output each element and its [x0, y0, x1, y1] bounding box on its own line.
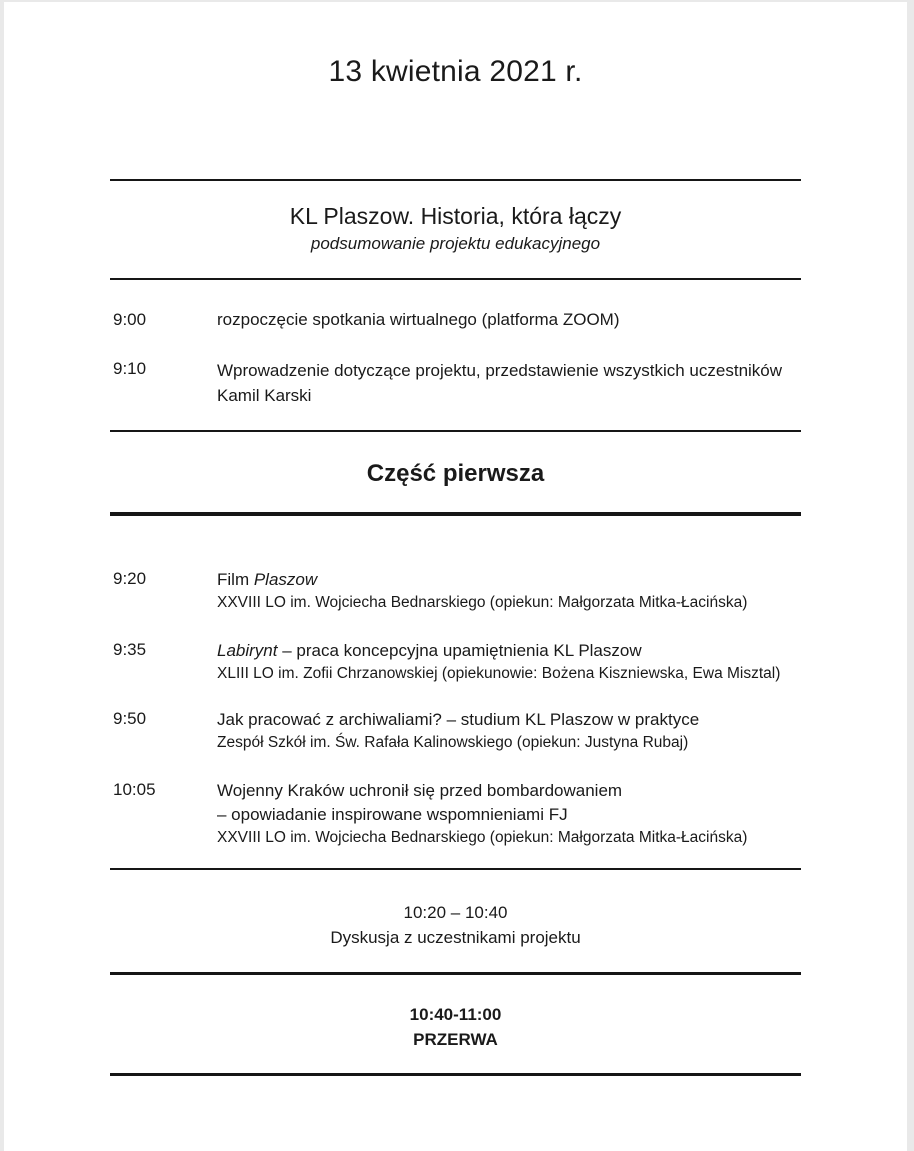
program-title: Wojenny Kraków uchronił się przed bombardowaniem [217, 781, 623, 800]
schedule-time: 9:10 [113, 359, 147, 378]
viewer-background-right [907, 0, 914, 1151]
break-block [110, 975, 801, 1073]
discussion-block [110, 870, 801, 972]
page-content [4, 2, 907, 1076]
date-title: 13 kwietnia 2021 r. [328, 55, 583, 88]
schedule-description [217, 708, 801, 754]
event-header [110, 181, 801, 278]
program-title-italic: Plaszow [253, 570, 318, 589]
event-subtitle: podsumowanie projektu edukacyjnego [310, 234, 601, 253]
schedule-line: rozpoczęcie spotkania wirtualnego (platforma ZOOM) [217, 310, 620, 329]
program-title [217, 568, 801, 592]
break-time-range: 10:40-11:00 [409, 1005, 502, 1024]
discussion-label: Dyskusja z uczestnikami projektu [330, 928, 581, 947]
program-title-line2: – opowiadanie inspirowane wspomnieniami FJ [217, 805, 568, 824]
program-item [110, 779, 801, 849]
program-school: XLIII LO im. Zofii Chrzanowskiej (opiekunowie: Bożena Kiszniewska, Ewa Misztal) [217, 665, 781, 682]
schedule-description [217, 358, 801, 408]
schedule-description [217, 779, 801, 849]
program-title: Jak pracować z archiwaliami? – studium KL Plaszow w praktyce [217, 710, 700, 729]
break-label: PRZERWA [413, 1030, 498, 1049]
program-title [217, 639, 801, 663]
schedule-description [217, 639, 801, 685]
schedule-time: 9:50 [113, 709, 147, 728]
schedule-description [217, 309, 801, 331]
schedule-time: 9:20 [113, 569, 147, 588]
schedule-line: Wprowadzenie dotyczące projektu, przedstawienie wszystkich uczestników [217, 361, 783, 380]
discussion-time-range: 10:20 – 10:40 [403, 903, 508, 922]
program-title-text: – praca koncepcyjna upamiętnienia KL Plaszow [277, 641, 642, 660]
program-title-text: Film [217, 570, 254, 589]
document-page [4, 2, 907, 1151]
section-heading: Część pierwsza [366, 460, 545, 487]
schedule-time: 9:00 [113, 310, 147, 329]
event-title: KL Plaszow. Historia, która łączy [289, 203, 622, 229]
program-item [110, 708, 801, 754]
program-item [110, 639, 801, 685]
program-school: Zespół Szkół im. Św. Rafała Kalinowskiego (opiekun: Justyna Rubaj) [217, 734, 689, 751]
schedule-description [217, 568, 801, 614]
schedule-time: 10:05 [113, 780, 156, 799]
program-school: XXVIII LO im. Wojciecha Bednarskiego (opiekun: Małgorzata Mitka-Łacińska) [217, 594, 748, 611]
program-list [110, 516, 801, 868]
divider-7 [110, 1073, 801, 1076]
schedule-row [110, 358, 801, 408]
program-item [110, 568, 801, 614]
schedule-row [110, 309, 801, 331]
schedule-speaker: Kamil Karski [217, 386, 312, 405]
intro-schedule [110, 280, 801, 430]
program-school: XXVIII LO im. Wojciecha Bednarskiego (opiekun: Małgorzata Mitka-Łacińska) [217, 829, 748, 846]
program-title-italic: Labirynt [217, 641, 278, 660]
schedule-time: 9:35 [113, 640, 147, 659]
